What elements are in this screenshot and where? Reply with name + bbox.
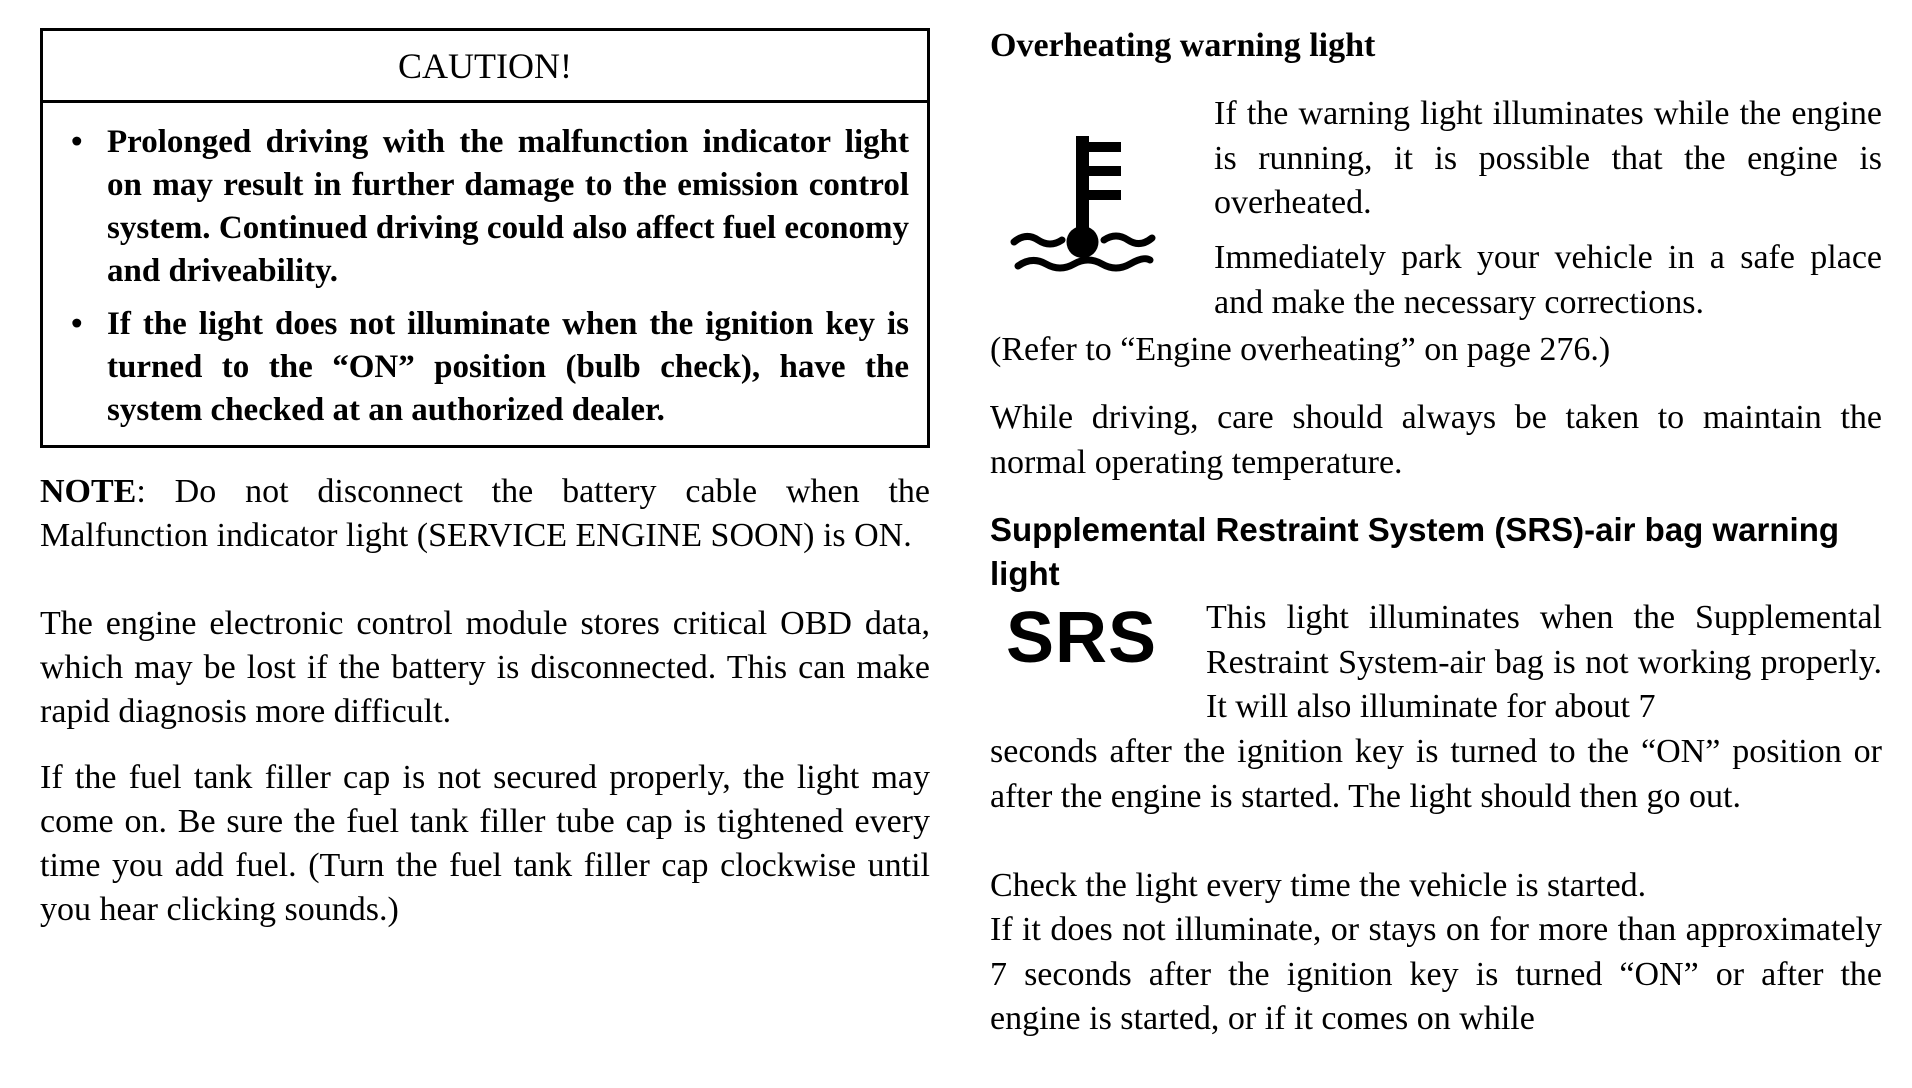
overheat-para-1: If the warning light illuminates while the engine is running, it is possible that the engine is overheated.: [1214, 95, 1882, 221]
overheat-refer: (Refer to “Engine overheating” on page 276.): [990, 331, 1611, 368]
ecm-paragraph: The engine electronic control module stores critical OBD data, which may be lost if the battery is disconnected. This can make rapid diagnosis more difficult.: [40, 605, 930, 730]
overheat-para-2: Immediately park your vehicle in a safe place and make the necessary corrections.: [1214, 239, 1882, 321]
srs-para-1a: This light illuminates when the Supplemental Restraint System-air bag is not working properly. It will also illuminate for about 7: [1206, 599, 1882, 725]
note-paragraph: [40, 470, 930, 558]
bullet-icon: •: [71, 306, 83, 342]
engine-temperature-icon: [1008, 128, 1168, 288]
caution-item: [71, 303, 909, 432]
caution-box: [40, 28, 930, 448]
caution-text: If the light does not illuminate when the ignition key is turned to the “ON” position (bulb check), have the system checked at an authorized dealer.: [107, 306, 909, 428]
caution-item: [71, 121, 909, 293]
caution-title: CAUTION!: [43, 31, 927, 103]
bullet-icon: •: [71, 124, 83, 160]
srs-heading: Supplemental Restraint System (SRS)-air bag warning light: [990, 511, 1840, 592]
srs-para-2: Check the light every time the vehicle is started.: [990, 867, 1647, 904]
overheat-heading: Overheating warning light: [990, 27, 1376, 64]
srs-para-3: If it does not illuminate, or stays on for more than approximately 7 seconds after the ignition key is turned “ON” or after the engine is started, or if it comes on while: [990, 911, 1882, 1037]
overheat-para-3: While driving, care should always be taken to maintain the normal operating temperature.: [990, 399, 1882, 481]
srs-para-1b: seconds after the ignition key is turned to the “ON” position or after the engine is started. The light should then go out.: [990, 733, 1882, 815]
caution-text: Prolonged driving with the malfunction indicator light on may result in further damage to the emission control system. Continued driving could also affect fuel economy and driveability.: [107, 124, 909, 289]
note-label: NOTE: [40, 473, 137, 510]
note-text: : Do not disconnect the battery cable when the Malfunction indicator light (SERVICE ENGINE SOON) is ON.: [40, 473, 930, 554]
caution-list: [43, 103, 927, 432]
srs-icon: SRS: [1006, 598, 1158, 678]
fuel-cap-paragraph: If the fuel tank filler cap is not secured properly, the light may come on. Be sure the fuel tank filler tube cap is tightened every time you add fuel. (Turn the fuel tank filler cap clockwise until you hear clicking sounds.): [40, 759, 930, 928]
